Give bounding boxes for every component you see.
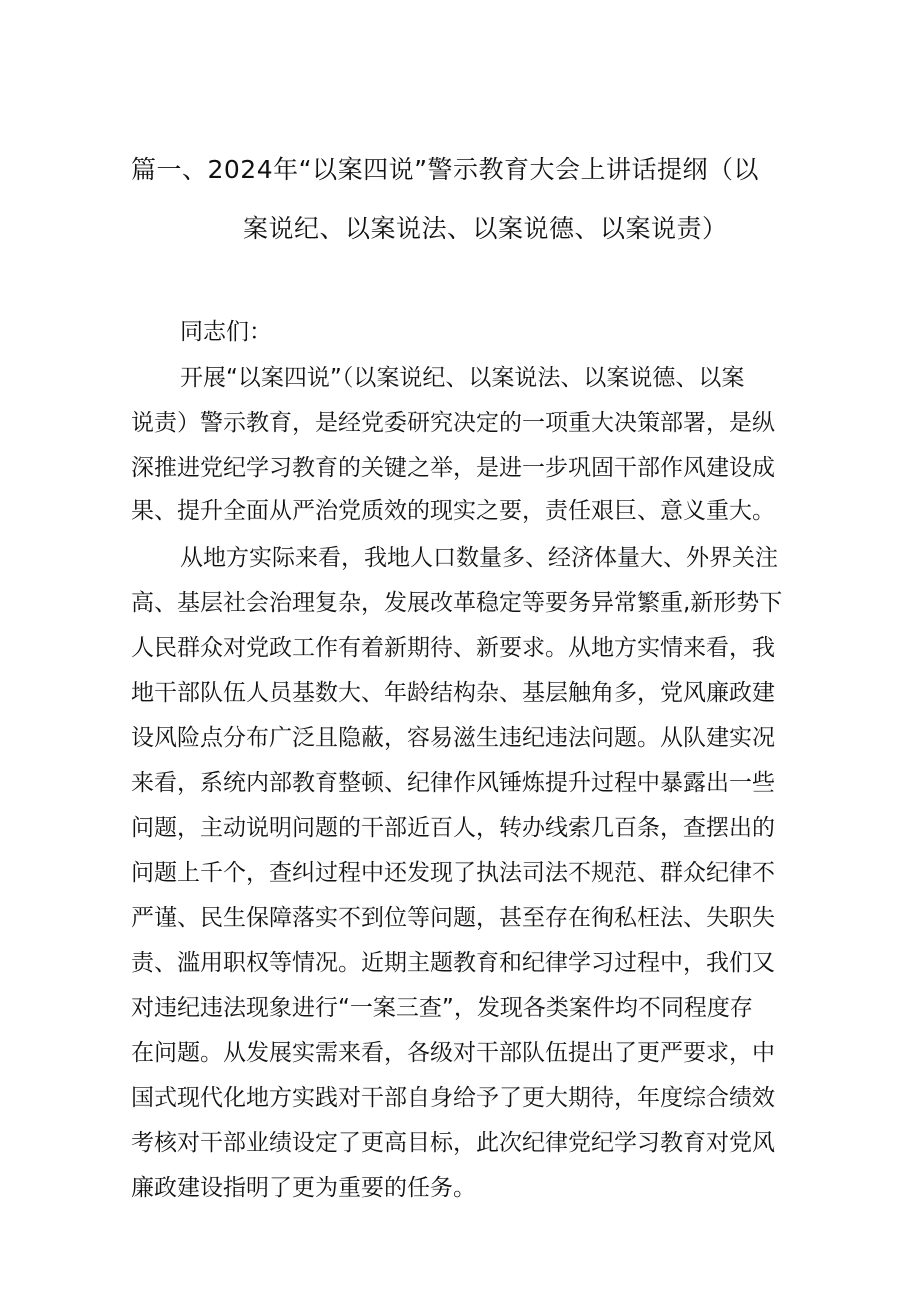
paragraph-2-line-12: 在问题。从发展实需来看，各级对干部队伍提出了更严要求，中: [131, 1040, 775, 1066]
paragraph-1-line-1: 开展“以案四说”（以案说纪、以案说法、以案说德、以案: [180, 365, 745, 391]
paragraph-2-line-15: 廉政建设指明了更为重要的任务。: [131, 1175, 476, 1201]
paragraph-2-line-7: 问题，主动说明问题的干部近百人，转办线索几百条，查摆出的: [131, 815, 775, 841]
salutation: 同志们：: [180, 319, 272, 345]
paragraph-2-line-3: 人民群众对党政工作有着新期待、新要求。从地方实情来看，我: [131, 635, 775, 661]
paragraph-2-line-9: 严谨、民生保障落实不到位等问题，甚至存在徇私枉法、失职失: [131, 905, 775, 931]
paragraph-2-line-6: 来看，系统内部教育整顿、纪律作风锤炼提升过程中暴露出一些: [131, 770, 775, 796]
paragraph-1-line-4: 果、提升全面从严治党质效的现实之要，责任艰巨、意义重大。: [131, 498, 775, 524]
paragraph-2-line-5: 设风险点分布广泛且隐蔽，容易滋生违纪违法问题。从队建实况: [131, 725, 775, 751]
paragraph-2-line-8: 问题上千个，查纠过程中还发现了执法司法不规范、群众纪律不: [131, 860, 775, 886]
paragraph-2-line-14: 考核对干部业绩设定了更高目标，此次纪律党纪学习教育对党风: [131, 1130, 775, 1156]
document-title-line-1: 篇一、2024年“以案四说”警示教育大会上讲话提纲（以: [131, 155, 760, 184]
paragraph-2-line-4: 地干部队伍人员基数大、年龄结构杂、基层触角多，党风廉政建: [131, 680, 775, 706]
document-title-line-2: 案说纪、以案说法、以案说德、以案说责）: [243, 214, 728, 243]
paragraph-1-line-3: 深推进党纪学习教育的关键之举，是进一步巩固干部作风建设成: [131, 455, 775, 481]
paragraph-2-line-11: 对违纪违法现象进行“一案三查”，发现各类案件均不同程度存: [131, 995, 753, 1021]
paragraph-2-line-1: 从地方实际来看，我地人口数量多、经济体量大、外界关注: [180, 545, 778, 571]
paragraph-1-line-2: 说责）警示教育，是经党委研究决定的一项重大决策部署，是纵: [131, 410, 775, 436]
paragraph-2-line-13: 国式现代化地方实践对干部自身给予了更大期待，年度综合绩效: [131, 1085, 775, 1111]
paragraph-2-line-10: 责、滥用职权等情况。近期主题教育和纪律学习过程中，我们又: [131, 950, 775, 976]
paragraph-2-line-2: 高、基层社会治理复杂，发展改革稳定等要务异常繁重,新形势下: [131, 590, 783, 616]
